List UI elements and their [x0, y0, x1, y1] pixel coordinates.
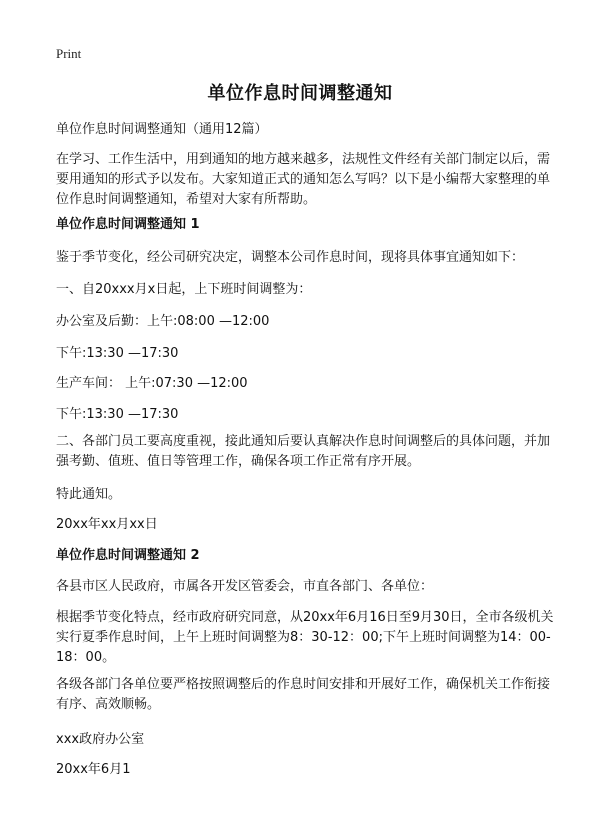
section1-paragraph-7: 二、各部门员工要高度重视，接此通知后要认真解决作息时间调整后的具体问题，并加强考勤、值班、值日等管理工作，确保各项工作正常有序开展。	[56, 434, 551, 469]
intro-paragraph: 在学习、工作生活中，用到通知的地方越来越多，法规性文件经有关部门制定以后，需要用通知的形式予以发布。大家知道正式的通知怎么写吗？以下是小编帮大家整理的单位作息时间调整通知，希望对大家有所帮助。	[56, 152, 551, 207]
section2-paragraph-5: 20xx年6月1	[56, 762, 131, 777]
section2-paragraph-4: xxx政府办公室	[56, 732, 145, 747]
section1-paragraph-5: 生产车间： 上午:07:30 —12:00	[56, 376, 248, 391]
print-label: Print	[56, 46, 82, 61]
document-subtitle: 单位作息时间调整通知（通用12篇）	[56, 122, 268, 137]
section1-paragraph-1: 鉴于季节变化，经公司研究决定，调整本公司作息时间，现将具体事宜通知如下：	[56, 250, 525, 265]
section2-paragraph-2: 根据季节变化特点，经市政府研究同意，从20xx年6月16日至9月30日，全市各级机关实行夏季作息时间，上午上班时间调整为8：30-12：00;下午上班时间调整为14：00-18：00。	[56, 610, 554, 665]
section1-paragraph-3: 办公室及后勤：上午:08:00 —12:00	[56, 314, 270, 329]
section2-paragraph-3: 各级各部门各单位要严格按照调整后的作息时间安排和开展好工作，确保机关工作衔接有序、高效顺畅。	[56, 677, 551, 712]
section1-paragraph-4: 下午:13:30 —17:30	[56, 346, 179, 361]
section1-paragraph-2: 一、自20xxx月x日起，上下班时间调整为：	[56, 282, 312, 297]
section1-paragraph-8: 特此通知。	[56, 487, 122, 502]
section2-paragraph-1: 各县市区人民政府，市属各开发区管委会，市直各部门、各单位：	[56, 579, 434, 594]
document-title: 单位作息时间调整通知	[207, 83, 393, 104]
section1-heading: 单位作息时间调整通知 1	[56, 217, 200, 232]
section2-heading: 单位作息时间调整通知 2	[56, 548, 200, 563]
section1-paragraph-6: 下午:13:30 —17:30	[56, 407, 179, 422]
section1-paragraph-9: 20xx年xx月xx日	[56, 517, 158, 532]
